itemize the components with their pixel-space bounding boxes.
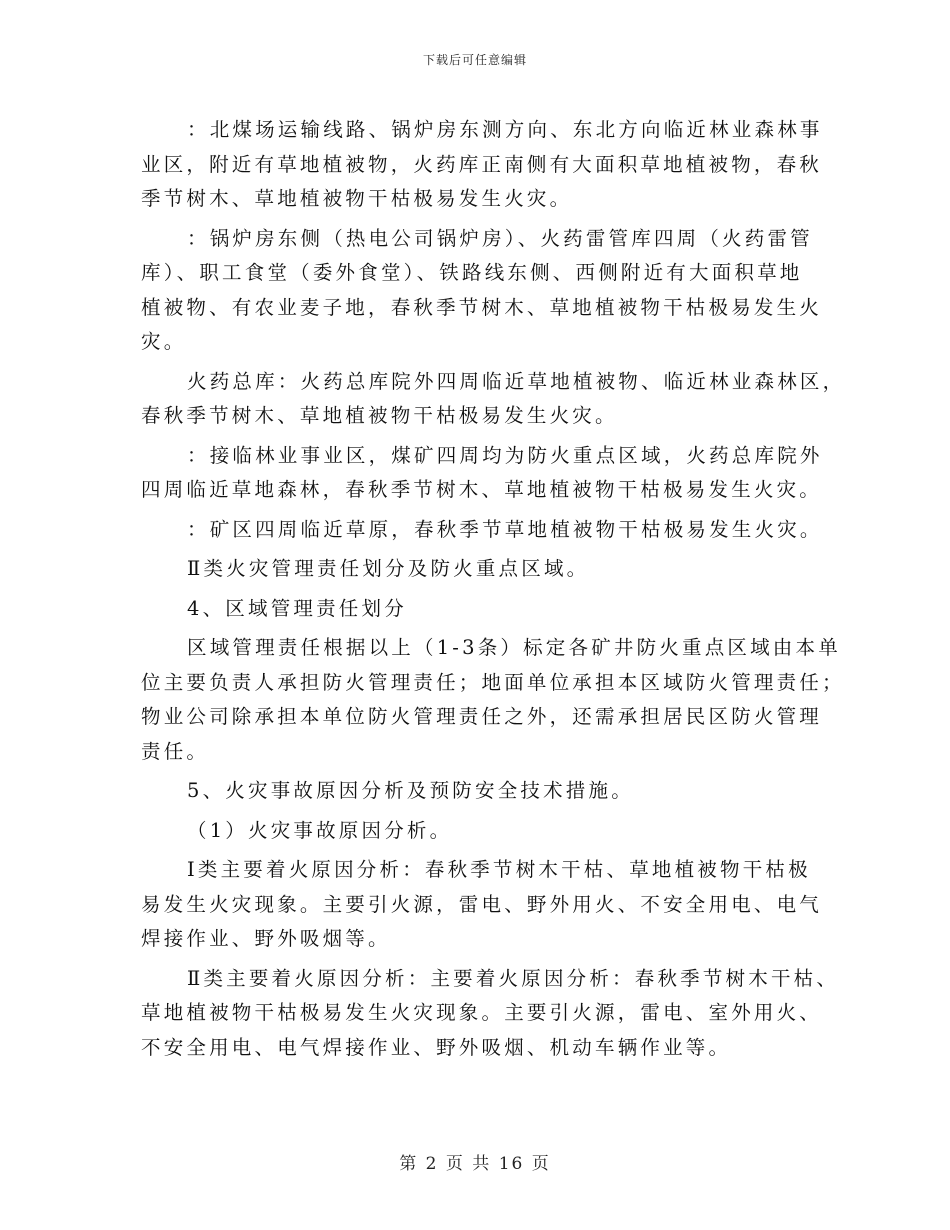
section-heading-5: [141, 774, 813, 809]
text-line: 责任。: [141, 739, 210, 763]
text-line: 5、火灾事故原因分析及预防安全技术措施。: [187, 779, 634, 802]
paragraph-6: [141, 552, 813, 587]
text-line: ：北煤场运输线路、锅炉房东测方向、东北方向临近林业森林事: [187, 118, 823, 141]
text-line: Ⅱ类火灾管理责任划分及防火重点区域。: [187, 557, 590, 580]
text-line: ：锅炉房东侧（热电公司锅炉房）、火药雷管库四周（火药雷管: [187, 226, 813, 250]
paragraph-12: [141, 962, 840, 1066]
text-line: 位主要负责人承担防火管理责任；地面单位承担本区域防火管理责任；: [141, 670, 845, 694]
document-body: [141, 113, 846, 1070]
text-line: 不安全用电、电气焊接作业、野外吸烟、机动车辆作业等。: [141, 1035, 732, 1059]
text-line: 草地植被物干枯极易发生火灾现象。主要引火源，雷电、室外用火、: [141, 1001, 823, 1024]
subsection-heading-1: [141, 814, 813, 849]
text-line: ：矿区四周临近草原，春秋季节草地植被物干枯极易发生火灾。: [187, 517, 823, 541]
paragraph-8: [141, 631, 845, 769]
text-line: Ⅰ类主要着火原因分析：春秋季节树木干枯、草地植被物干枯极: [187, 858, 811, 881]
paragraph-11: [141, 853, 823, 957]
text-line: 焊接作业、野外吸烟等。: [141, 927, 391, 950]
text-line: 火药总库：火药总库院外四周临近草地植被物、临近林业森林区，: [187, 369, 846, 393]
section-heading-4: [141, 592, 813, 627]
text-line: 灾。: [141, 330, 187, 353]
paragraph-5: [141, 513, 823, 548]
text-line: 季节树木、草地植被物干枯极易发生火灾。: [141, 187, 573, 210]
text-line: 4、区域管理责任划分: [187, 596, 407, 620]
text-line: Ⅱ类主要着火原因分析：主要着火原因分析：春秋季节树木干枯、: [187, 966, 840, 990]
text-line: 春秋季节树木、草地植被物干枯极易发生火灾。: [141, 404, 618, 427]
text-line: 四周临近草地森林，春秋季节树木、草地植被物干枯极易发生火灾。: [141, 478, 823, 501]
text-line: 物业公司除承担本单位防火管理责任之外，还需承担居民区防火管理: [141, 705, 823, 728]
paragraph-1: [141, 113, 823, 217]
text-line: 库）、职工食堂（委外食堂）、铁路线东侧、西侧附近有大面积草地: [141, 261, 803, 284]
text-line: 易发生火灾现象。主要引火源，雷电、野外用火、不安全用电、电气: [141, 892, 823, 916]
paragraph-4: [141, 439, 823, 508]
text-line: （1）火灾事故原因分析。: [187, 818, 453, 842]
text-line: 业区，附近有草地植被物，火药库正南侧有大面积草地植被物，春秋: [141, 152, 823, 176]
text-line: 植被物、有农业麦子地，春秋季节树木、草地植被物干枯极易发生火: [141, 295, 823, 319]
page-header: 下载后可任意编辑: [422, 53, 527, 67]
page-number-footer: 第 2 页 共 16 页: [399, 1154, 551, 1174]
text-line: 区域管理责任根据以上（1-3条）标定各矿井防火重点区域由本单: [187, 636, 841, 659]
paragraph-2: [141, 222, 823, 360]
paragraph-3: [141, 365, 846, 434]
text-line: ：接临林业事业区，煤矿四周均为防火重点区域，火药总库院外: [187, 443, 823, 467]
